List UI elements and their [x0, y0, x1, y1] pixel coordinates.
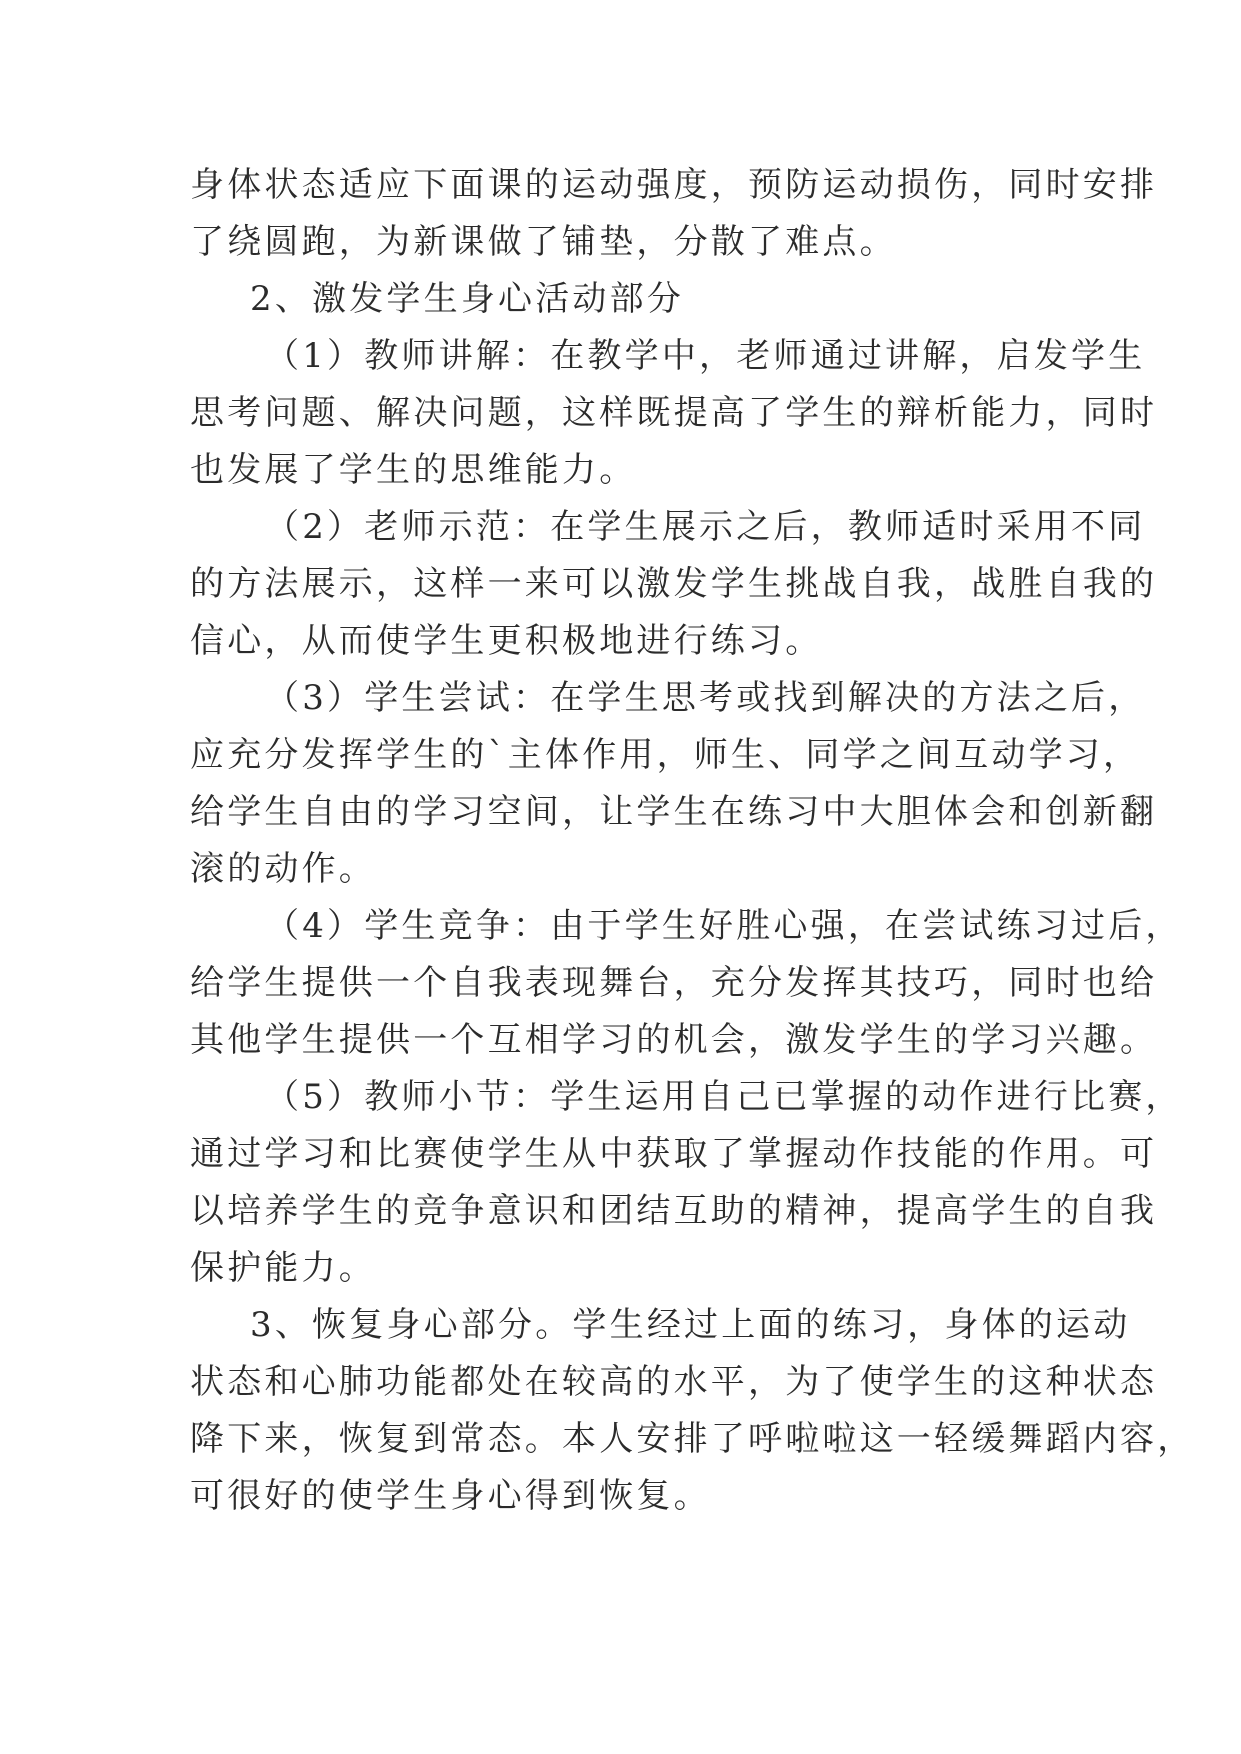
text-line: 给学生自由的学习空间，让学生在练习中大胆体会和创新翻 — [190, 792, 1158, 832]
text-line: （4）学生竞争：由于学生好胜心强，在尝试练习过后， — [265, 906, 1183, 946]
text-line: 身体状态适应下面课的运动强度，预防运动损伤，同时安排 — [190, 165, 1158, 205]
text-line: 的方法展示，这样一来可以激发学生挑战自我，战胜自我的 — [190, 564, 1158, 604]
text-line: 了绕圆跑，为新课做了铺垫，分散了难点。 — [190, 222, 897, 262]
text-line: 以培养学生的竞争意识和团结互助的精神，提高学生的自我 — [190, 1191, 1158, 1231]
text-line: 状态和心肺功能都处在较高的水平，为了使学生的这种状态 — [190, 1362, 1158, 1402]
text-line: 思考问题、解决问题，这样既提高了学生的辩析能力，同时 — [190, 393, 1158, 433]
text-line: 应充分发挥学生的`主体作用，师生、同学之间互动学习， — [190, 735, 1141, 775]
text-line: 滚的动作。 — [190, 849, 376, 889]
section-heading: 3、恢复身心部分。学生经过上面的练习，身体的运动 — [250, 1305, 1131, 1345]
text-line: （5）教师小节：学生运用自己已掌握的动作进行比赛， — [265, 1077, 1183, 1117]
text-line: （2）老师示范：在学生展示之后，教师适时采用不同 — [265, 507, 1146, 547]
text-line: 保护能力。 — [190, 1248, 376, 1288]
text-line: 给学生提供一个自我表现舞台，充分发挥其技巧，同时也给 — [190, 963, 1158, 1003]
text-line: （3）学生尝试：在学生思考或找到解决的方法之后， — [265, 678, 1146, 718]
text-line: 其他学生提供一个互相学习的机会，激发学生的学习兴趣。 — [190, 1020, 1158, 1060]
text-line: 降下来，恢复到常态。本人安排了呼啦啦这一轻缓舞蹈内容， — [190, 1419, 1195, 1459]
text-line: 通过学习和比赛使学生从中获取了掌握动作技能的作用。可 — [190, 1134, 1158, 1174]
section-heading: 2、激发学生身心活动部分 — [250, 279, 685, 319]
text-line: 也发展了学生的思维能力。 — [190, 450, 637, 490]
text-line: 信心，从而使学生更积极地进行练习。 — [190, 621, 823, 661]
text-line: 可很好的使学生身心得到恢复。 — [190, 1476, 711, 1516]
text-line: （1）教师讲解：在教学中，老师通过讲解，启发学生 — [265, 336, 1146, 376]
